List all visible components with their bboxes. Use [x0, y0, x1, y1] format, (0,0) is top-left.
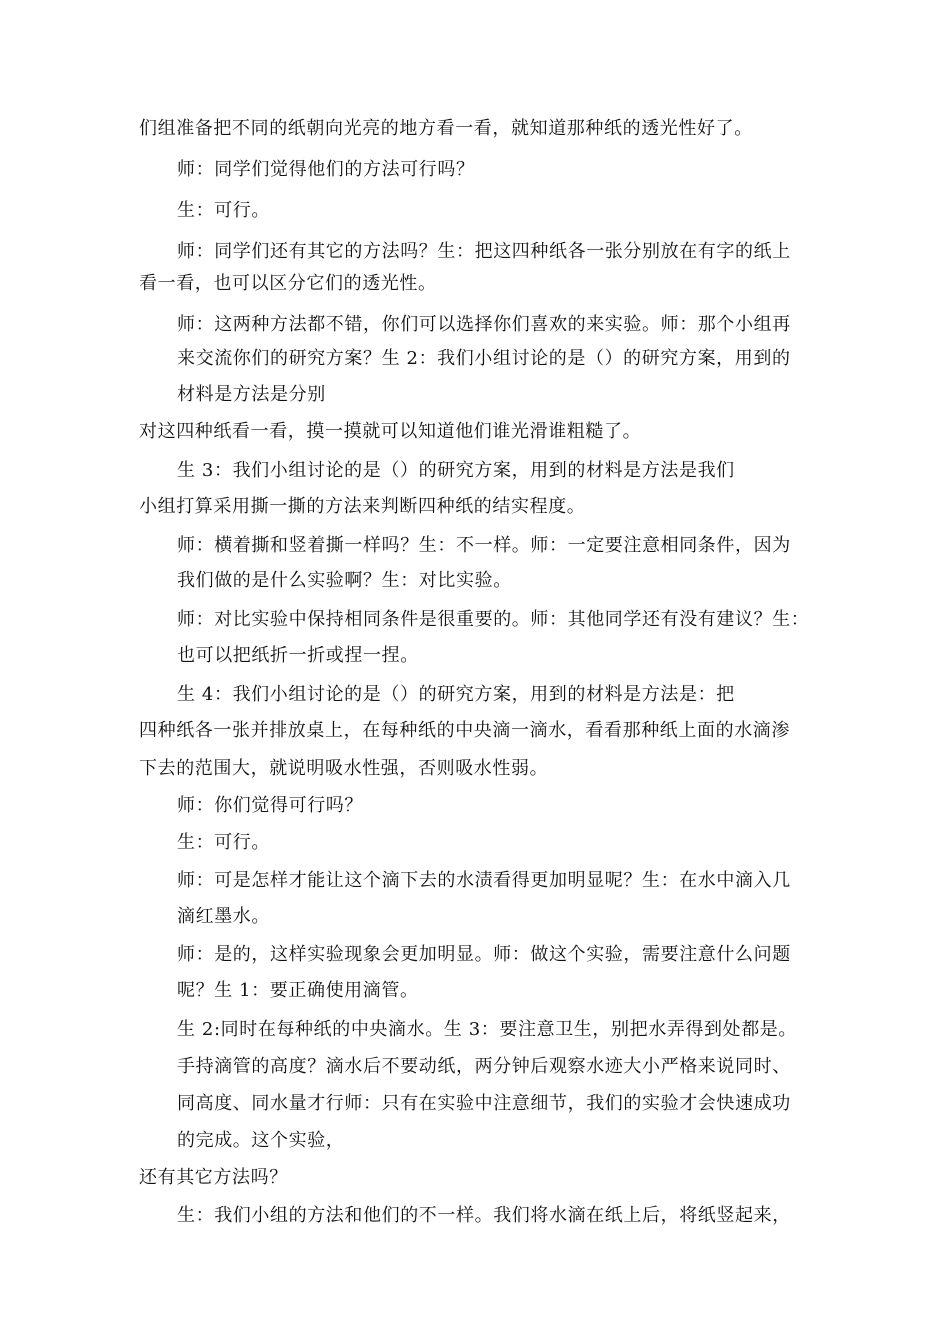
- text-line: 师：是的，这样实验现象会更加明显。师：做这个实验，需要注意什么问题: [177, 944, 791, 965]
- text-line: 们组准备把不同的纸朝向光亮的地方看一看，就知道那种纸的透光性好了。: [139, 118, 753, 139]
- text-line: 师：同学们觉得他们的方法可行吗？: [177, 159, 475, 180]
- text-line: 呢？生 1：要正确使用滴管。: [177, 980, 419, 1001]
- text-line: 手持滴管的高度？滴水后不要动纸，两分钟后观察水迹大小严格来说同时、: [177, 1056, 791, 1077]
- text-line: 生：我们小组的方法和他们的不一样。我们将水滴在纸上后，将纸竖起来，: [177, 1205, 791, 1226]
- text-line: 对这四种纸看一看，摸一摸就可以知道他们谁光滑谁粗糙了。: [139, 421, 642, 442]
- text-line: 生 2:同时在每种纸的中央滴水。生 3：要注意卫生，别把水弄得到处都是。: [177, 1019, 798, 1040]
- text-line: 师：这两种方法都不错，你们可以选择你们喜欢的来实验。师：那个小组再: [177, 314, 791, 335]
- text-line: 师：同学们还有其它的方法吗？生：把这四种纸各一张分别放在有字的纸上: [177, 241, 791, 262]
- text-line: 下去的范围大，就说明吸水性强，否则吸水性弱。: [139, 758, 549, 779]
- text-line: 师：你们觉得可行吗？: [177, 795, 363, 816]
- text-line: 的完成。这个实验，: [177, 1130, 345, 1151]
- text-line: 还有其它方法吗？: [139, 1167, 288, 1188]
- text-line: 我们做的是什么实验啊？生：对比实验。: [177, 570, 512, 591]
- text-line: 师：可是怎样才能让这个滴下去的水渍看得更加明显呢？生：在水中滴入几: [177, 870, 791, 891]
- text-line: 师：对比实验中保持相同条件是很重要的。师：其他同学还有没有建议？生：: [177, 609, 810, 630]
- text-line: 师：横着撕和竖着撕一样吗？生：不一样。师：一定要注意相同条件，因为: [177, 535, 791, 556]
- text-line: 生 3：我们小组讨论的是（）的研究方案，用到的材料是方法是我们: [177, 460, 735, 481]
- text-line: 看一看，也可以区分它们的透光性。: [139, 273, 437, 294]
- text-line: 四种纸各一张并排放桌上，在每种纸的中央滴一滴水，看看那种纸上面的水滴渗: [139, 720, 790, 741]
- text-line: 材料是方法是分别: [177, 384, 326, 405]
- text-line: 生：可行。: [177, 200, 270, 221]
- text-line: 来交流你们的研究方案？生 2：我们小组讨论的是（）的研究方案，用到的: [177, 348, 791, 369]
- text-line: 小组打算采用撕一撕的方法来判断四种纸的结实程度。: [139, 496, 586, 517]
- text-line: 生 4：我们小组讨论的是（）的研究方案，用到的材料是方法是：把: [177, 684, 735, 705]
- text-line: 同高度、同水量才行师：只有在实验中注意细节，我们的实验才会快速成功: [177, 1093, 791, 1114]
- text-line: 滴红墨水。: [177, 906, 270, 927]
- text-line: 生：可行。: [177, 832, 270, 853]
- text-line: 也可以把纸折一折或捏一捏。: [177, 645, 419, 666]
